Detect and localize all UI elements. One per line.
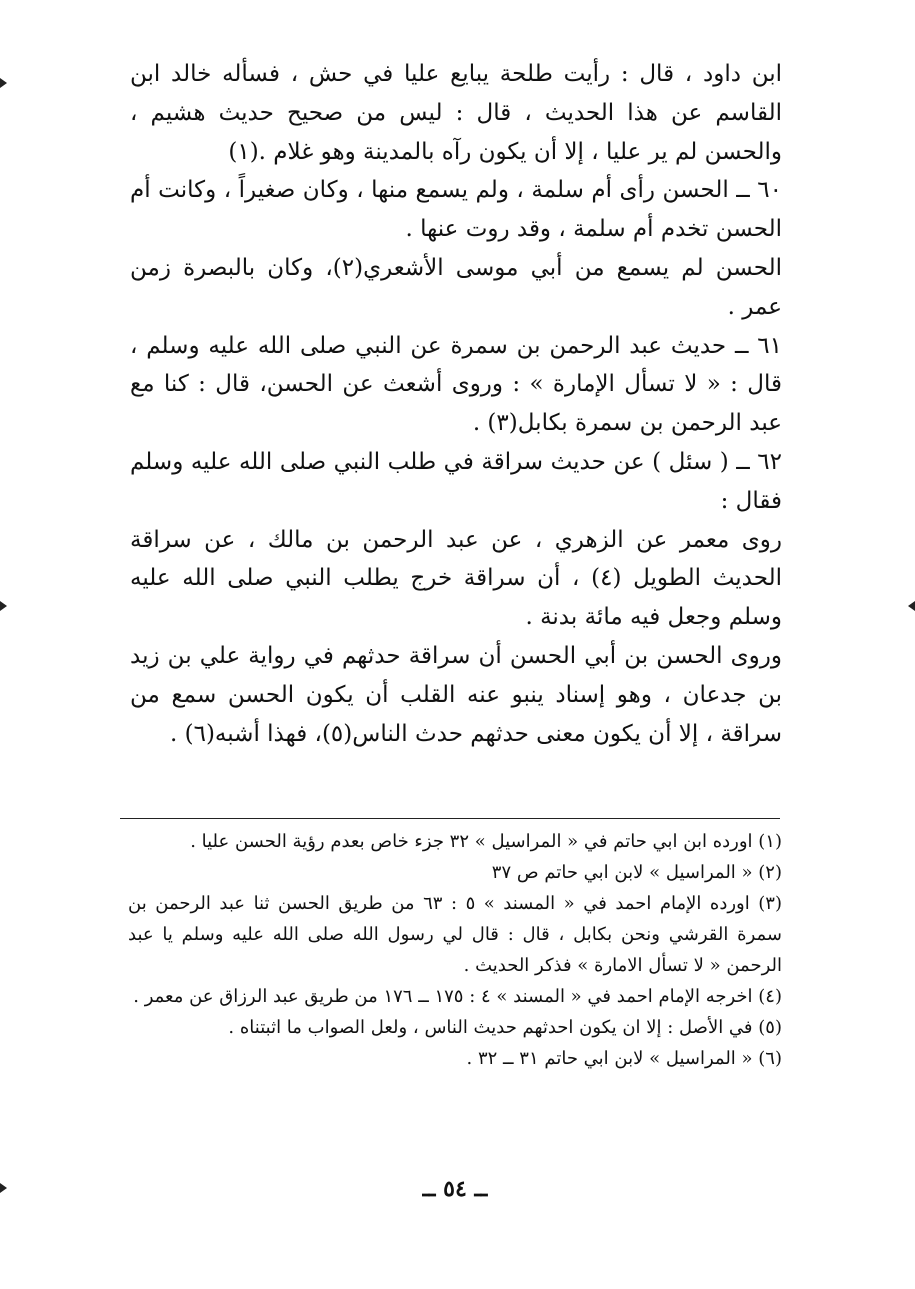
footnote: (٤) اخرجه الإمام احمد في « المسند » ٤ : ١٧٥ ــ ١٧٦ من طريق عبد الرزاق عن معمر . [133,986,782,1007]
footnote-separator [120,818,780,819]
footnote: (٥) في الأصل : إلا ان يكون احدثهم حديث الناس ، ولعل الصواب ما اثبتناه . [228,1017,782,1038]
paragraph: ابن داود ، قال : رأيت طلحة يبايع عليا في حش ، فسأله خالد ابن القاسم عن هذا الحديث ، قال : ليس من صحيح حديث هشيم ، والحسن لم ير عليا ، إلا أن يكون رآه بالمدينة وهو غلام .(١) [130,61,782,165]
paragraph: وروى الحسن بن أبي الحسن أن سراقة حدثهم في رواية علي بن زيد بن جدعان ، وهو إسناد ينبو عنه القلب أن يكون الحسن سمع من سراقة ، إلا أن يكون معنى حدثهم حدث الناس(٥)، فهذا أشبه(٦) . [130,642,782,747]
footnote: (٢) « المراسيل » لابن ابي حاتم ص ٣٧ [491,862,782,883]
main-text [130,55,782,753]
margin-tick-mark [0,78,7,88]
page-number: ــ ٥٤ ــ [422,1176,488,1202]
paragraph: ٦١ ــ حديث عبد الرحمن بن سمرة عن النبي صلى الله عليه وسلم ، قال : « لا تسأل الإمارة » : وروى أشعث عن الحسن، قال : كنا مع عبد الرحمن بن سمرة بكابل(٣) . [130,332,782,437]
margin-tick-mark [908,601,915,611]
paragraph: روى معمر عن الزهري ، عن عبد الرحمن بن مالك ، عن سراقة الحديث الطويل (٤) ، أن سراقة خرج يطلب النبي صلى الله عليه وسلم وجعل فيه مائة بدنة . [130,526,783,631]
footnotes [128,826,782,1074]
margin-tick-mark [0,1183,7,1193]
footnote: (٣) اورده الإمام احمد في « المسند » ٥ : ٦٣ من طريق الحسن ثنا عبد الرحمن بن سمرة القرشي ونحن بكابل ، قال : قال لي رسول الله صلى الله عليه وسلم يا عبد الرحمن « لا تسأل الامارة » فذكر الحديث . [128,893,782,976]
footnote: (٦) « المراسيل » لابن ابي حاتم ٣١ ــ ٣٢ . [466,1048,782,1069]
paragraph: ٦٢ ــ ( سئل ) عن حديث سراقة في طلب النبي صلى الله عليه وسلم فقال : [130,448,782,514]
paragraph: ٦٠ ــ الحسن رأى أم سلمة ، ولم يسمع منها ، وكان صغيراً ، وكانت أم الحسن تخدم أم سلمة ، وقد روت عنها . [130,177,782,243]
paragraph: الحسن لم يسمع من أبي موسى الأشعري(٢)، وكان بالبصرة زمن عمر . [130,254,782,320]
footnote: (١) اورده ابن ابي حاتم في « المراسيل » ٣٢ جزء خاص بعدم رؤية الحسن عليا . [190,831,782,852]
margin-tick-mark [0,601,7,611]
